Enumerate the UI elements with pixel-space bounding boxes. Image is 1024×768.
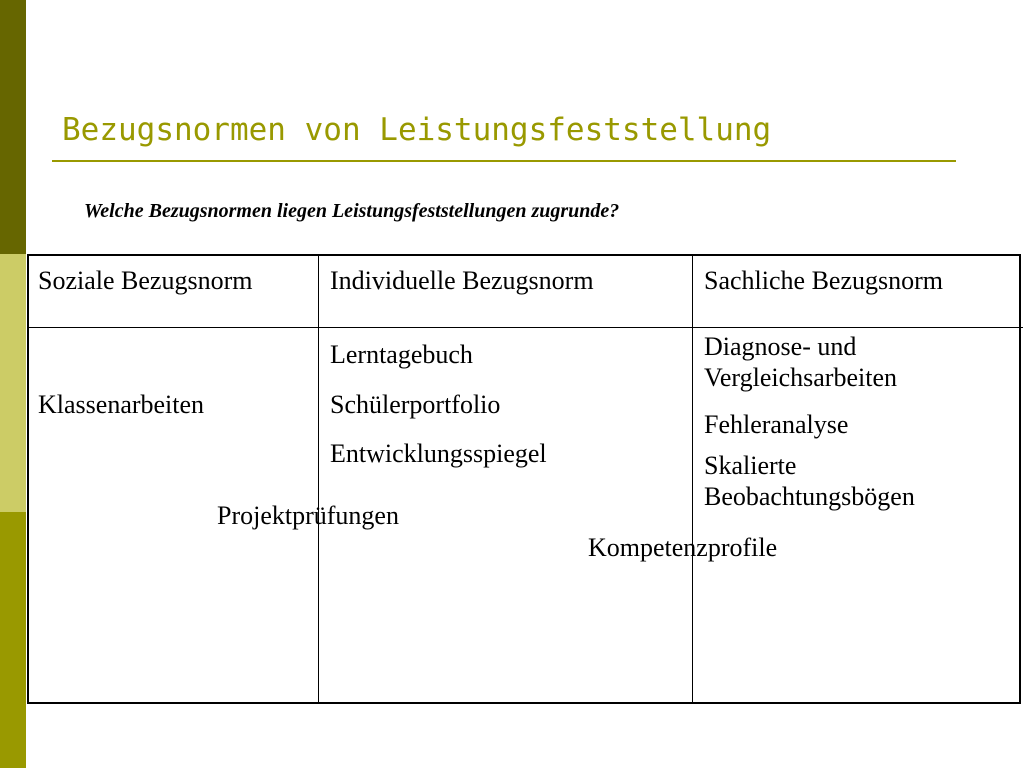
slide-question: Welche Bezugsnormen liegen Leistungsfeststellungen zugrunde? [84, 200, 620, 222]
item-projektpruefungen: Projektprüfungen [217, 501, 399, 530]
header-soziale: Soziale Bezugsnorm [38, 266, 253, 295]
table-divider-1 [318, 254, 319, 704]
item-skalierte-line1: Skalierte [704, 451, 797, 480]
item-kompetenzprofile: Kompetenzprofile [588, 533, 778, 562]
item-schuelerportfolio: Schülerportfolio [330, 390, 501, 419]
header-individuelle: Individuelle Bezugsnorm [330, 266, 594, 295]
title-underline [52, 160, 956, 162]
decor-bar-top [0, 0, 26, 254]
table-divider-2 [692, 254, 693, 704]
slide-title: Bezugsnormen von Leistungsfeststellung [62, 112, 772, 148]
item-diagnose-line2: Vergleichsarbeiten [704, 363, 897, 392]
decor-bar-bottom [0, 512, 26, 768]
item-skalierte-line2: Beobachtungsbögen [704, 482, 915, 511]
item-fehleranalyse: Fehleranalyse [704, 410, 849, 439]
item-lerntagebuch: Lerntagebuch [330, 340, 473, 369]
decor-bar-middle [0, 254, 26, 512]
item-klassenarbeiten: Klassenarbeiten [38, 390, 205, 419]
item-diagnose-line1: Diagnose- und [704, 332, 857, 361]
header-sachliche: Sachliche Bezugsnorm [704, 266, 943, 295]
item-entwicklungsspiegel: Entwicklungsspiegel [330, 439, 547, 468]
table-header-divider [27, 327, 1023, 328]
norms-table [27, 254, 1021, 704]
